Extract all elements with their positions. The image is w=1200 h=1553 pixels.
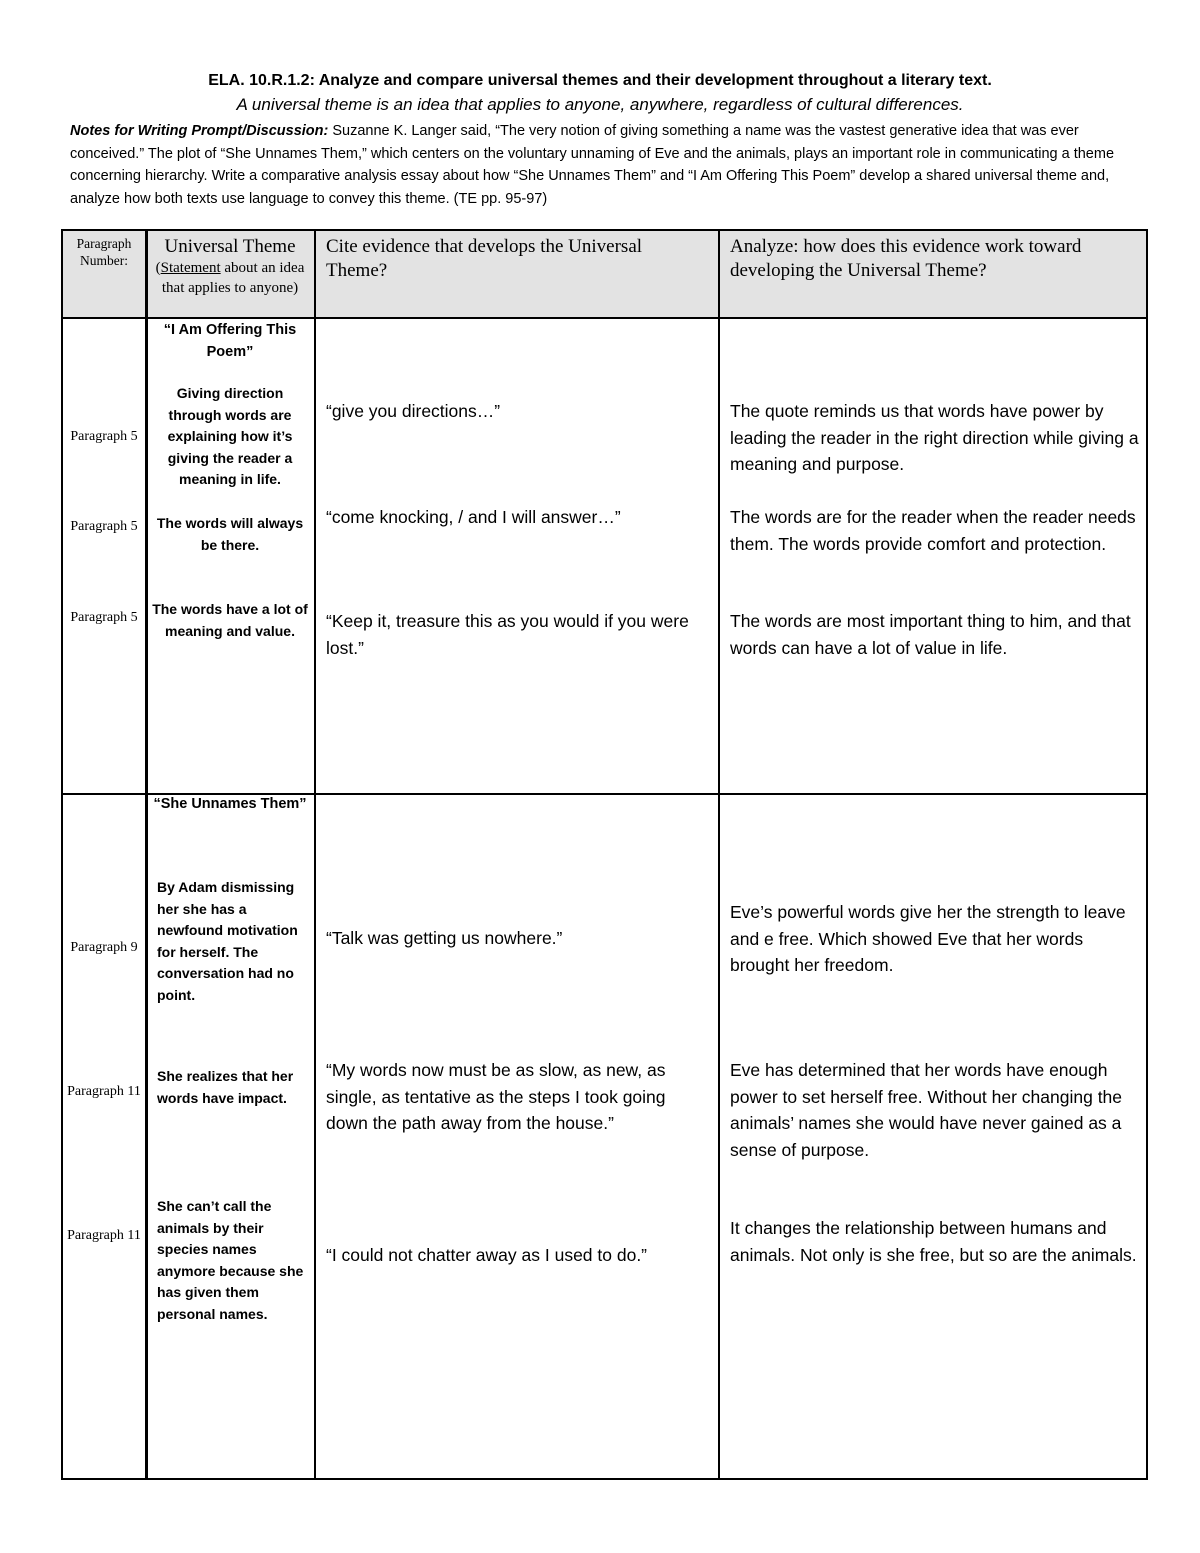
analysis-cell: Eve has determined that her words have enough power to set herself free. Without her changing the animals’ names she would have never gained as a sense of purpose. — [730, 1060, 1123, 1160]
column-divider-1 — [145, 229, 148, 1480]
evidence-cell: “My words now must be as slow, as new, as single, as tentative as the steps I took going down the path away from the house.” — [326, 1060, 666, 1133]
standard-title: ELA. 10.R.1.2: Analyze and compare universal themes and their development throughout a literary text. — [208, 72, 992, 89]
theme-statement-cell: The words will always be there. — [156, 515, 304, 553]
paragraph-number-cell: Paragraph 5 — [70, 519, 138, 534]
theme-statement-cell: Giving direction through words are explaining how it’s giving the reader a meaning in life. — [167, 385, 293, 487]
header-universal-theme — [150, 235, 310, 298]
table-border-left — [61, 229, 63, 1480]
paragraph-number-cell: Paragraph 5 — [70, 610, 138, 625]
column-divider-3 — [718, 229, 720, 1480]
evidence-cell: “Keep it, treasure this as you would if you were lost.” — [326, 611, 689, 658]
paragraph-number-cell: Paragraph 11 — [67, 1228, 141, 1243]
section-text-title: “She Unnames Them” — [153, 796, 307, 812]
theme-definition: A universal theme is an idea that applies to anyone, anywhere, regardless of cultural differences. — [236, 95, 964, 114]
theme-statement-cell: By Adam dismissing her she has a newfound motivation for herself. The conversation had no point. — [157, 879, 298, 1003]
document-header — [70, 70, 1130, 210]
evidence-cell: “give you directions…” — [326, 401, 501, 421]
theme-statement-cell: She realizes that her words have impact. — [157, 1068, 294, 1106]
evidence-cell: “I could not chatter away as I used to do.” — [326, 1245, 648, 1265]
header-cite-evidence: Cite evidence that develops the Universal Theme? — [326, 236, 643, 281]
analysis-cell: It changes the relationship between humans and animals. Not only is she free, but so are the animals. — [730, 1218, 1137, 1265]
header-universal-theme-title: Universal Theme — [164, 236, 296, 257]
analysis-cell: The words are for the reader when the reader needs them. The words provide comfort and protection. — [730, 507, 1136, 554]
writing-prompt-notes — [70, 120, 1130, 210]
evidence-cell: “come knocking, / and I will answer…” — [326, 507, 621, 527]
table-border-top — [61, 229, 1148, 231]
header-statement-underlined: Statement — [160, 260, 221, 276]
paragraph-number-cell: Paragraph 9 — [70, 940, 138, 955]
table-border-bottom — [61, 1478, 1148, 1480]
header-universal-theme-desc: (Statement about an idea that applies to anyone) — [155, 260, 305, 296]
evidence-cell: “Talk was getting us nowhere.” — [326, 928, 563, 948]
analysis-cell: Eve’s powerful words give her the strength to leave and e free. Which showed Eve that her words brought her freedom. — [730, 902, 1126, 975]
theme-statement-cell: She can’t call the animals by their species names anymore because she has given them personal names. — [157, 1198, 304, 1322]
analysis-cell: The quote reminds us that words have power by leading the reader in the right direction while giving a meaning and purpose. — [730, 401, 1139, 474]
paragraph-number-cell: Paragraph 11 — [67, 1084, 141, 1099]
table-border-right — [1146, 229, 1148, 1480]
column-divider-2 — [314, 229, 316, 1480]
header-theme-desc-rest: about an idea that applies to anyone) — [161, 260, 305, 296]
paragraph-number-cell: Paragraph 5 — [70, 429, 138, 444]
analysis-cell: The words are most important thing to him, and that words can have a lot of value in life. — [730, 611, 1131, 658]
section-text-title: “I Am Offering This Poem” — [163, 322, 297, 360]
notes-text: Suzanne K. Langer said, “The very notion of giving something a name was the vastest generative idea that was ever conceived.” The plot of “She Unnames Them,” which centers on the voluntary unnaming of Eve and the animals, plays an important role in communicating a theme concerning hierarchy. Write a comparative analysis essay about how “She Unnames Them” and “I Am Offering This Poem” develop a shared universal theme and, analyze how both texts use language to convey this theme. (TE pp. 95-97) — [70, 123, 1115, 207]
notes-label: Notes for Writing Prompt/Discussion: — [70, 123, 329, 139]
header-row-divider — [61, 317, 1148, 319]
header-analyze: Analyze: how does this evidence work toward developing the Universal Theme? — [730, 236, 1082, 281]
header-paragraph-number: Paragraph Number: — [76, 236, 132, 268]
theme-statement-cell: The words have a lot of meaning and value. — [152, 601, 308, 639]
